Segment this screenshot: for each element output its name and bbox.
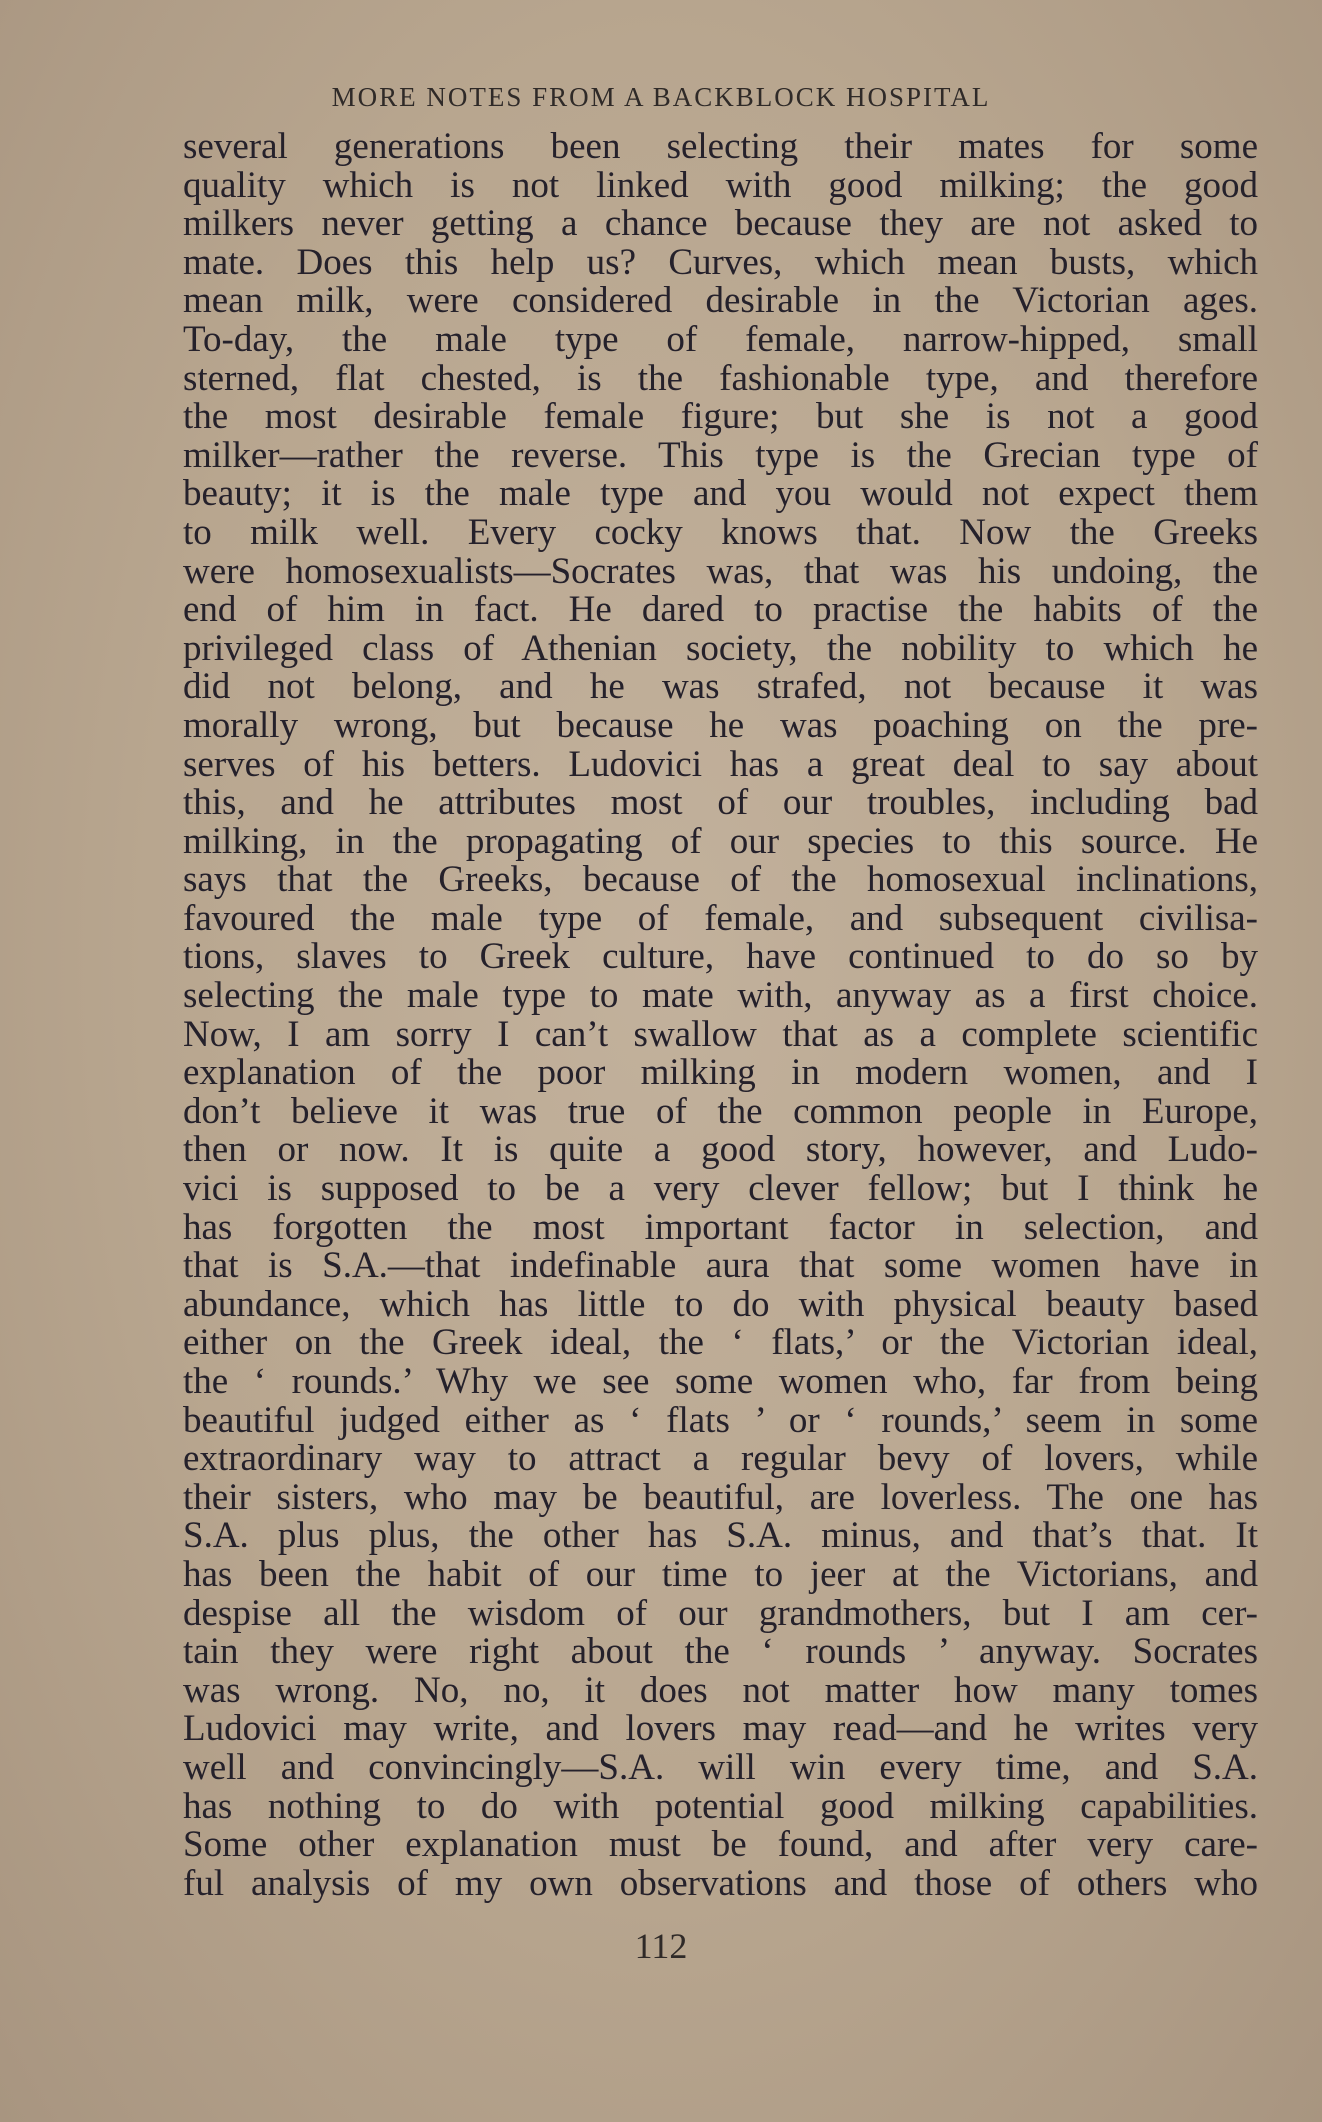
text-line: says that the Greeks, because of the homosexual inclinations, xyxy=(183,859,1258,901)
text-line: vici is supposed to be a very clever fellow; but I think he xyxy=(183,1168,1258,1210)
text-line: end of him in fact. He dared to practise the habits of the xyxy=(183,589,1258,631)
text-line: despise all the wisdom of our grandmothers, but I am cer- xyxy=(183,1592,1258,1634)
text-line: to milk well. Every cocky knows that. Now the Greeks xyxy=(183,511,1258,553)
text-line: well and convincingly—S.A. will win every time, and S.A. xyxy=(183,1746,1258,1788)
text-line: then or now. It is quite a good story, however, and Ludo- xyxy=(183,1129,1258,1171)
running-head: MORE NOTES FROM A BACKBLOCK HOSPITAL xyxy=(331,82,991,112)
text-line: mean milk, were considered desirable in the Victorian ages. xyxy=(183,280,1258,322)
text-line: has nothing to do with potential good milking capabilities. xyxy=(183,1785,1258,1827)
text-line: favoured the male type of female, and subsequent civilisa- xyxy=(183,897,1258,939)
text-line: beauty; it is the male type and you would not expect them xyxy=(183,473,1258,515)
text-line: explanation of the poor milking in modern women, and I xyxy=(183,1052,1258,1094)
text-line: did not belong, and he was strafed, not because it was xyxy=(183,666,1258,708)
text-line: Some other explanation must be found, and after very care- xyxy=(183,1824,1258,1866)
text-line: privileged class of Athenian society, the nobility to which he xyxy=(183,627,1258,669)
text-line: the most desirable female figure; but she is not a good xyxy=(183,396,1258,438)
text-line: milkers never getting a chance because they are not asked to xyxy=(183,203,1258,245)
text-line: Now, I am sorry I can’t swallow that as a complete scientific xyxy=(183,1013,1258,1055)
text-line: milker—rather the reverse. This type is the Grecian type of xyxy=(183,434,1258,476)
text-line: don’t believe it was true of the common people in Europe, xyxy=(183,1090,1258,1132)
text-line: morally wrong, but because he was poaching on the pre- xyxy=(183,704,1258,746)
text-line: sterned, flat chested, is the fashionable type, and therefore xyxy=(183,357,1258,399)
text-line: S.A. plus plus, the other has S.A. minus, and that’s that. It xyxy=(183,1515,1258,1557)
text-line: their sisters, who may be beautiful, are loverless. The one has xyxy=(183,1476,1258,1518)
text-line: ful analysis of my own observations and those of others who xyxy=(183,1862,1258,1904)
text-line: were homosexualists—Socrates was, that was his undoing, the xyxy=(183,550,1258,592)
text-line: several generations been selecting their mates for some xyxy=(183,126,1258,167)
text-line: tions, slaves to Greek culture, have continued to do so by xyxy=(183,936,1258,978)
text-line: the ‘ rounds.’ Why we see some women who, far from being xyxy=(183,1361,1258,1402)
text-line: this, and he attributes most of our troubles, including bad xyxy=(183,782,1258,824)
text-line: quality which is not linked with good milking; the good xyxy=(183,164,1258,206)
text-line: that is S.A.—that indefinable aura that some women have in xyxy=(183,1245,1258,1287)
text-line: was wrong. No, no, it does not matter how many tomes xyxy=(183,1669,1258,1711)
text-line: mate. Does this help us? Curves, which mean busts, which xyxy=(183,241,1258,283)
text-line: selecting the male type to mate with, anyway as a first choice. xyxy=(183,975,1258,1017)
text-line: has forgotten the most important factor in selection, and xyxy=(183,1206,1258,1248)
text-line: Ludovici may write, and lovers may read—and he writes very xyxy=(183,1708,1258,1750)
text-line: has been the habit of our time to jeer at the Victorians, and xyxy=(183,1553,1258,1595)
text-line: milking, in the propagating of our species to this source. He xyxy=(183,820,1258,862)
text-line: abundance, which has little to do with physical beauty based xyxy=(183,1283,1258,1325)
text-line: tain they were right about the ‘ rounds ’ anyway. Socrates xyxy=(183,1631,1258,1673)
text-line: extraordinary way to attract a regular bevy of lovers, while xyxy=(183,1438,1258,1480)
text-line: beautiful judged either as ‘ flats ’ or ‘ rounds,’ seem in some xyxy=(183,1399,1258,1441)
text-line: To-day, the male type of female, narrow-hipped, small xyxy=(183,318,1258,360)
text-line: serves of his betters. Ludovici has a great deal to say about xyxy=(183,743,1258,785)
page-number: 112 xyxy=(634,1926,688,1966)
body-text xyxy=(183,128,1258,1903)
text-line: either on the Greek ideal, the ‘ flats,’ or the Victorian ideal, xyxy=(183,1322,1258,1364)
